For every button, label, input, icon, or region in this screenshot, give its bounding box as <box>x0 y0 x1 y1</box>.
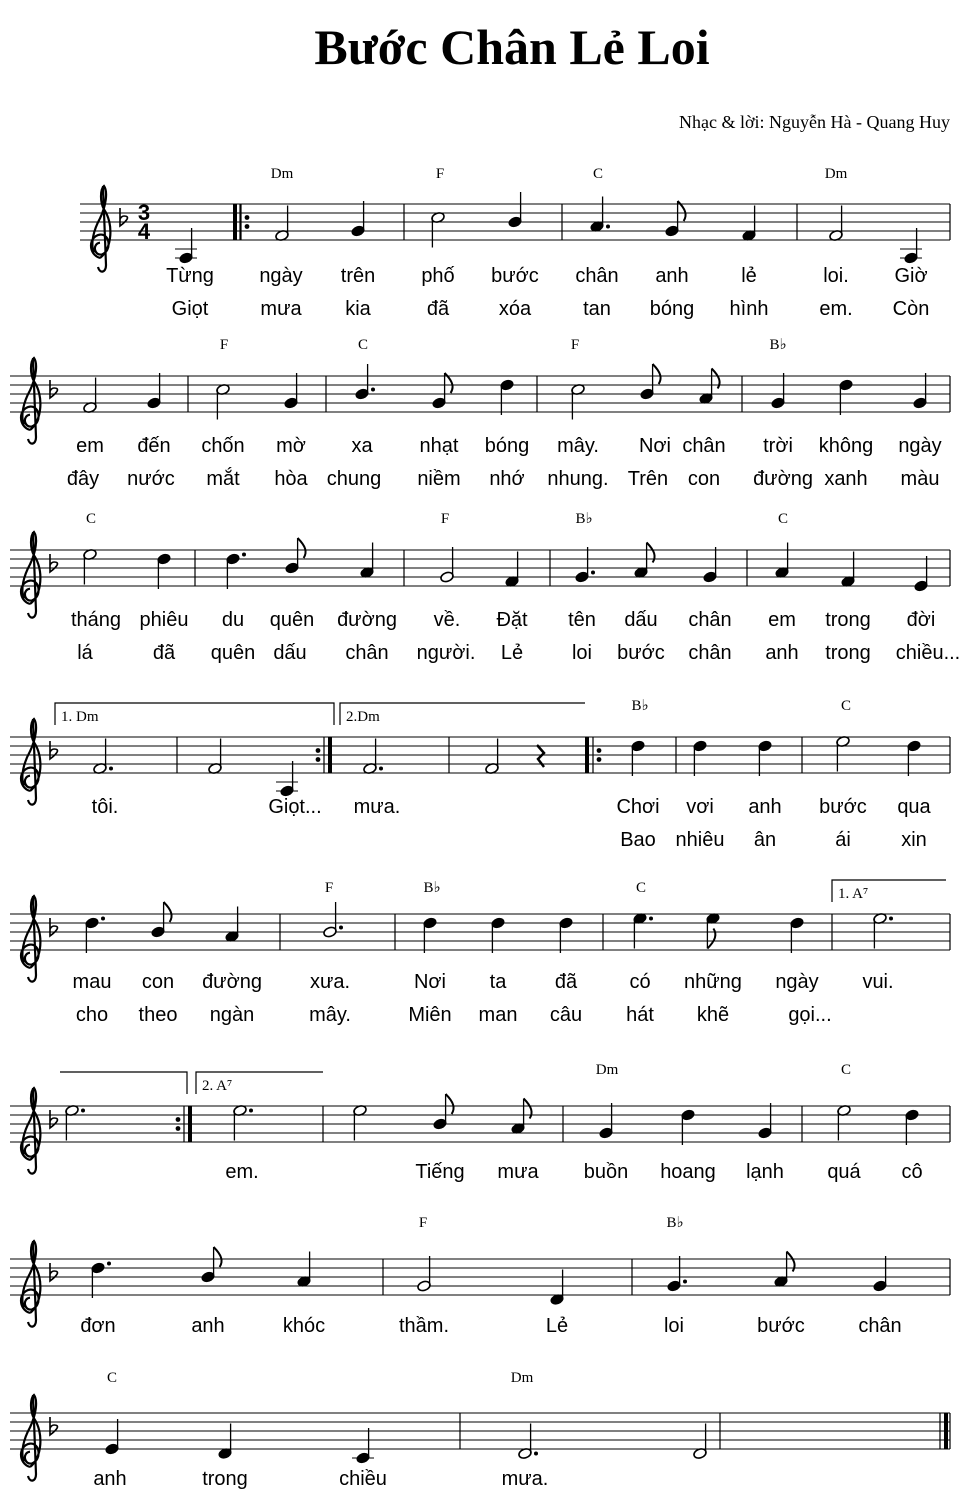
lyric-syllable: không <box>818 435 874 457</box>
lyric-syllable: bước <box>617 642 665 664</box>
note-dot <box>339 926 343 930</box>
lyric-syllable: xanh <box>824 468 868 490</box>
lyric-syllable: Tiếng <box>415 1161 465 1183</box>
note-dot <box>606 225 610 229</box>
lyric-syllable: mắt <box>206 468 240 490</box>
system-6 <box>10 1062 950 1183</box>
lyric-syllable: dấu <box>273 642 307 664</box>
lyric-syllable: màu <box>900 468 940 490</box>
lyric-syllable: chân <box>682 435 726 457</box>
chord-symbol: Dm <box>510 1370 534 1386</box>
lyric-syllable: chân <box>688 609 732 631</box>
lyric-syllable: bước <box>819 796 867 818</box>
lyric-syllable: tan <box>583 298 611 320</box>
lyric-syllable: đây <box>66 468 100 490</box>
lyric-syllable: Lẻ <box>545 1315 569 1337</box>
chord-symbol: C <box>85 511 97 527</box>
lyric-syllable: buồn <box>583 1161 629 1183</box>
lyric-syllable: Chơi <box>616 796 660 818</box>
repeat-dot <box>245 215 250 220</box>
lyric-syllable: Giọt <box>171 298 209 320</box>
repeat-dot <box>245 224 250 229</box>
lyric-syllable: xưa. <box>309 971 351 993</box>
lyric-syllable: anh <box>748 796 782 818</box>
lyric-syllable: phiêu <box>139 609 189 631</box>
lyric-syllable: em. <box>225 1161 259 1183</box>
song-title: Bước Chân Lẻ Loi <box>314 19 710 75</box>
note-dot <box>107 1262 111 1266</box>
flat-icon <box>50 1417 57 1435</box>
repeat-dot <box>597 748 602 753</box>
lyric-syllable: gọi... <box>788 1004 832 1026</box>
lyric-syllable: câu <box>549 1004 583 1026</box>
lyric-syllable: lạnh <box>746 1161 784 1183</box>
chord-symbol: F <box>440 511 450 527</box>
lyric-syllable: dấu <box>624 609 658 631</box>
system-1 <box>80 166 950 320</box>
lyric-syllable: Giọt... <box>268 796 322 818</box>
note-dot <box>81 1109 85 1113</box>
lyric-syllable: trong <box>825 609 871 631</box>
time-signature-bottom: 4 <box>137 219 151 244</box>
lyric-syllable: xa <box>351 435 373 457</box>
lyric-syllable: mưa <box>497 1161 539 1183</box>
lyric-syllable: mưa <box>260 298 302 320</box>
lyric-syllable: em <box>76 435 104 457</box>
note-dot <box>591 571 595 575</box>
lyric-syllable: có <box>629 971 651 993</box>
lyric-syllable: chân <box>858 1315 902 1337</box>
treble-clef-icon <box>21 719 40 805</box>
lyric-syllable: niềm <box>417 468 461 490</box>
lyric-syllable: quá <box>827 1161 861 1183</box>
system-7 <box>10 1215 950 1337</box>
note-flag <box>214 1247 222 1267</box>
note-dot <box>249 1109 253 1113</box>
lyric-syllable: lẻ <box>741 265 757 287</box>
lyric-syllable: trong <box>825 642 871 664</box>
flat-icon <box>50 1263 57 1281</box>
lyric-syllable: con <box>141 971 175 993</box>
lyric-syllable: thầm. <box>398 1315 450 1337</box>
lyric-syllable: loi <box>571 642 593 664</box>
note-dot <box>109 767 113 771</box>
chord-symbol: Dm <box>824 166 848 182</box>
chord-symbol: C <box>635 880 647 896</box>
lyric-syllable: đã <box>554 971 578 993</box>
lyric-syllable: mưa. <box>501 1468 549 1490</box>
lyric-syllable: ngày <box>259 265 303 287</box>
lyric-syllable: bước <box>757 1315 805 1337</box>
system-3 <box>10 511 960 664</box>
lyric-syllable: bóng <box>484 435 530 457</box>
note-dot <box>534 1452 538 1456</box>
lyric-syllable: nước <box>127 468 175 490</box>
lyric-syllable: anh <box>191 1315 225 1337</box>
lyric-syllable: Đặt <box>496 609 528 631</box>
volta-label: 1. A⁷ <box>838 886 869 902</box>
lyric-syllable: chiều <box>339 1468 387 1490</box>
chord-symbol: F <box>324 880 334 896</box>
lyric-syllable: đường <box>753 468 813 490</box>
lyric-syllable: đã <box>152 642 176 664</box>
treble-clef-icon <box>91 186 110 272</box>
lyric-syllable: xóa <box>498 298 532 320</box>
chord-symbol: Dm <box>270 166 294 182</box>
composer-credit: Nhạc & lời: Nguyễn Hà - Quang Huy <box>679 112 950 132</box>
treble-clef-icon <box>21 1241 40 1327</box>
lyric-syllable: mây. <box>557 435 599 457</box>
volta-bracket <box>60 1072 187 1094</box>
note-dot <box>379 767 383 771</box>
lyric-syllable: loi. <box>823 265 849 287</box>
chord-symbol: Dm <box>595 1062 619 1078</box>
repeat-dot <box>176 1126 181 1131</box>
flat-icon <box>50 918 57 936</box>
lyric-syllable: qua <box>897 796 931 818</box>
lyric-syllable: ta <box>489 971 507 993</box>
note-dot <box>101 917 105 921</box>
note-dot <box>242 553 246 557</box>
lyric-syllable: vơi <box>686 796 714 818</box>
note-flag <box>653 364 661 384</box>
lyric-syllable: khóc <box>282 1315 326 1337</box>
lyric-syllable: chung <box>326 468 382 490</box>
lyric-syllable: Miên <box>408 1004 452 1026</box>
chord-symbol: C <box>592 166 604 182</box>
chord-symbol: B♭ <box>666 1215 684 1231</box>
lyric-syllable: em. <box>819 298 853 320</box>
lyric-syllable: trên <box>340 265 376 287</box>
lyric-syllable: trong <box>202 1468 248 1490</box>
treble-clef-icon <box>21 532 40 618</box>
system-2 <box>10 337 950 490</box>
lyric-syllable: những <box>684 971 742 993</box>
lyric-syllable: theo <box>138 1004 178 1026</box>
chord-symbol: C <box>357 337 369 353</box>
note-flag <box>446 1094 454 1114</box>
lyric-syllable: Trên <box>627 468 669 490</box>
lyric-syllable: Còn <box>892 298 930 320</box>
lyric-syllable: Giờ <box>894 265 928 287</box>
lyric-syllable: cô <box>901 1161 923 1183</box>
lyric-syllable: hòa <box>274 468 308 490</box>
lyric-syllable: ngàn <box>209 1004 255 1026</box>
lyric-syllable: tháng <box>70 609 122 631</box>
flat-icon <box>50 554 57 572</box>
lyric-syllable: chốn <box>201 435 245 457</box>
note-dot <box>889 917 893 921</box>
chord-symbol: C <box>777 511 789 527</box>
lyric-syllable: xin <box>901 829 927 851</box>
lyric-syllable: đường <box>337 609 397 631</box>
lyric-syllable: man <box>478 1004 518 1026</box>
lyric-syllable: tên <box>568 609 596 631</box>
flat-icon <box>120 208 127 226</box>
lyric-syllable: hình <box>729 298 769 320</box>
repeat-dot <box>597 757 602 762</box>
chord-symbol: F <box>219 337 229 353</box>
lyric-syllable: cho <box>75 1004 109 1026</box>
lyric-syllable: khẽ <box>696 1004 730 1026</box>
lyric-syllable: nhung. <box>547 468 609 490</box>
lyric-syllable: con <box>687 468 721 490</box>
chord-symbol: C <box>840 1062 852 1078</box>
lyric-syllable: quên <box>210 642 256 664</box>
volta-label: 2. A⁷ <box>202 1078 233 1094</box>
lyric-syllable: chân <box>688 642 732 664</box>
system-5 <box>10 880 950 1026</box>
volta-label: 1. Dm <box>61 709 99 725</box>
note-dot <box>649 917 653 921</box>
lyric-syllable: Nơi <box>638 435 672 457</box>
lyric-syllable: ân <box>753 829 777 851</box>
repeat-dot <box>176 1117 181 1122</box>
lyric-syllable: Lẻ <box>500 642 524 664</box>
lyric-syllable: ngày <box>898 435 942 457</box>
lyric-syllable: đã <box>426 298 450 320</box>
lyric-syllable: quên <box>269 609 315 631</box>
flat-icon <box>50 380 57 398</box>
lyric-syllable: ái <box>835 829 851 851</box>
flat-icon <box>50 1110 57 1128</box>
lyric-syllable: hoang <box>660 1161 716 1183</box>
lyric-syllable: anh <box>765 642 799 664</box>
note-dot <box>371 388 375 392</box>
treble-clef-icon <box>21 896 40 982</box>
chord-symbol: F <box>418 1215 428 1231</box>
system-4 <box>10 698 950 851</box>
note-flag <box>164 902 172 922</box>
repeat-dot <box>316 757 321 762</box>
lyric-syllable: hát <box>626 1004 654 1026</box>
note-flag <box>298 538 306 558</box>
lyric-syllable: anh <box>93 1468 127 1490</box>
lyric-syllable: loi <box>663 1315 685 1337</box>
lyric-syllable: phố <box>421 265 455 287</box>
chord-symbol: F <box>570 337 580 353</box>
repeat-dot <box>316 748 321 753</box>
lyric-syllable: mây. <box>309 1004 351 1026</box>
lyric-syllable: anh <box>655 265 689 287</box>
lyric-syllable: nhớ <box>489 468 525 490</box>
chord-symbol: B♭ <box>631 698 649 714</box>
chord-symbol: B♭ <box>423 880 441 896</box>
lyric-syllable: vui. <box>862 971 894 993</box>
lyric-syllable: đơn <box>80 1315 116 1337</box>
lyric-syllable: về. <box>433 609 461 631</box>
lyric-syllable: tôi. <box>91 796 119 818</box>
lyric-syllable: Từng <box>166 265 214 287</box>
lyric-syllable: lá <box>77 642 93 664</box>
treble-clef-icon <box>21 1395 40 1481</box>
lyric-syllable: ngày <box>775 971 819 993</box>
lyric-syllable: kia <box>345 298 371 320</box>
chord-symbol: B♭ <box>769 337 787 353</box>
lyric-syllable: đường <box>202 971 262 993</box>
treble-clef-icon <box>21 1088 40 1174</box>
note-dot <box>683 1280 687 1284</box>
chord-symbol: C <box>840 698 852 714</box>
lyric-syllable: người. <box>416 642 476 664</box>
lyric-syllable: bóng <box>649 298 695 320</box>
flat-icon <box>50 741 57 759</box>
lyric-syllable: mưa. <box>353 796 401 818</box>
lyric-syllable: em <box>768 609 796 631</box>
system-8 <box>10 1370 950 1490</box>
lyric-syllable: chân <box>345 642 389 664</box>
lyric-syllable: du <box>221 609 245 631</box>
chord-symbol: F <box>435 166 445 182</box>
lyric-syllable: mờ <box>276 435 306 457</box>
lyric-syllable: mau <box>72 971 112 993</box>
lyric-syllable: nhiêu <box>675 829 725 851</box>
lyric-syllable: đến <box>137 435 171 457</box>
lyric-syllable: trời <box>763 435 793 457</box>
time-signature-top: 3 <box>137 200 151 225</box>
treble-clef-icon <box>21 358 40 444</box>
lyric-syllable: đời <box>906 609 936 631</box>
volta-label: 2.Dm <box>346 709 380 725</box>
lyric-syllable: chân <box>575 265 619 287</box>
chord-symbol: C <box>106 1370 118 1386</box>
lyric-syllable: chiều... <box>895 642 961 664</box>
chord-symbol: B♭ <box>575 511 593 527</box>
lyric-syllable: nhạt <box>419 435 459 457</box>
lyric-syllable: Bao <box>620 829 656 851</box>
lyric-syllable: bước <box>491 265 539 287</box>
lyric-syllable: Nơi <box>413 971 447 993</box>
